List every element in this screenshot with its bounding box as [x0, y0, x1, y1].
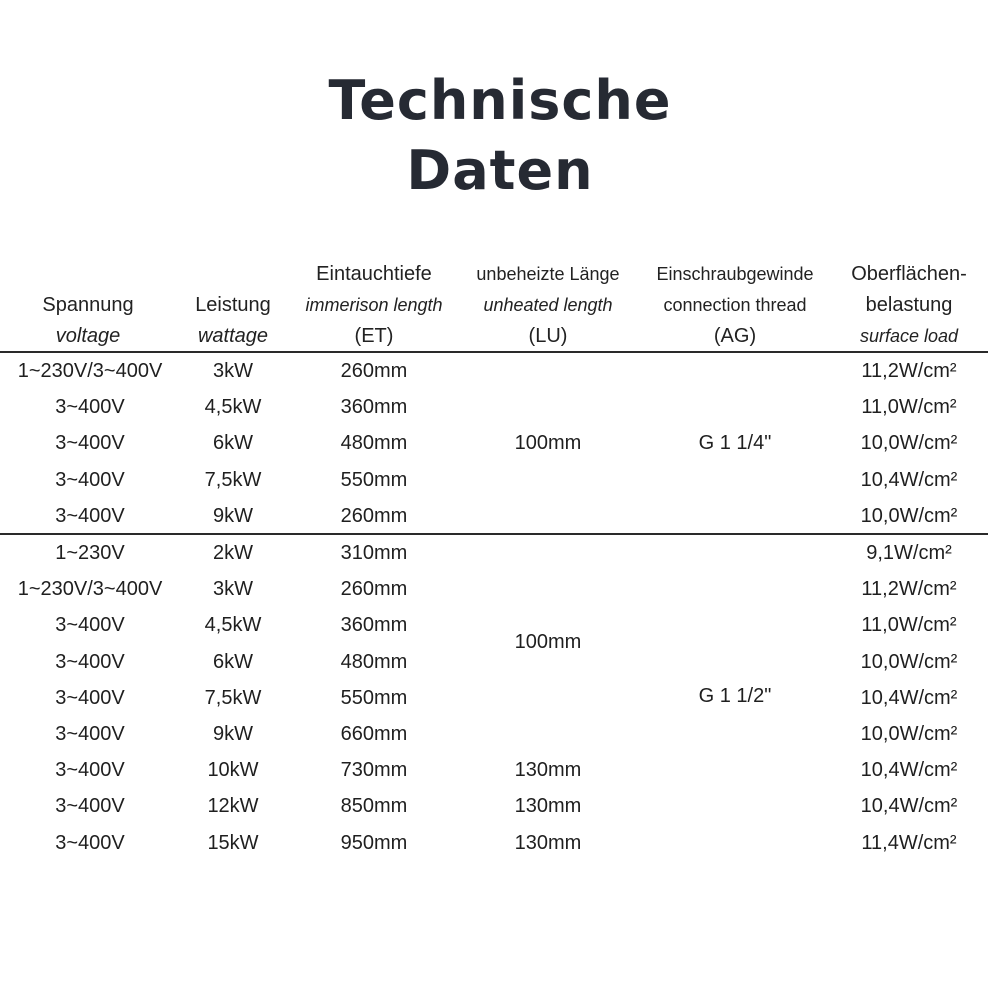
- group2-connection-thread: G 1 1/2": [698, 685, 772, 707]
- group2-row-6-unheated-length-cell: 130mm: [514, 759, 582, 782]
- group1-row-3-immersion-length-cell: 550mm: [340, 468, 408, 491]
- group2-row-6-immersion-length-cell: 730mm: [340, 759, 408, 782]
- header-wattage-de: Leistung: [195, 294, 271, 316]
- group1-row-2-immersion-length-cell: 480mm: [340, 432, 408, 455]
- group1-row-4-voltage-cell: 3~400V: [55, 504, 125, 527]
- header-load-de: Oberflächen-: [851, 263, 967, 285]
- header-load-de2: belastung: [865, 294, 953, 316]
- header-surface-load: [832, 258, 986, 352]
- group2-row-1-voltage-cell: 1~230V/3~400V: [17, 578, 163, 601]
- group2-row-8-unheated-length-cell: 130mm: [514, 831, 582, 854]
- group2-row-6-voltage-cell: 3~400V: [55, 759, 125, 782]
- group1-row-4-surface-load-cell: 10,0W/cm²: [860, 504, 958, 527]
- group2-row-5-immersion-length-cell: 660mm: [340, 723, 408, 745]
- header-immersion-abbr: (ET): [354, 325, 394, 347]
- group1-unheated-length: 100mm: [514, 432, 582, 454]
- group2-row-3-voltage-cell: 3~400V: [55, 650, 125, 673]
- group2-row-7-wattage-cell: 12kW: [207, 795, 259, 818]
- group2-row-5-wattage-cell: 9kW: [213, 723, 253, 745]
- group2-row-1-immersion-length-cell: 260mm: [340, 578, 408, 601]
- header-unheated-de: unbeheizte Länge: [476, 264, 620, 284]
- group2-row-8-surface-load-cell: 11,4W/cm²: [861, 831, 957, 854]
- group2-row-7-unheated-length-cell: 130mm: [514, 795, 582, 818]
- header-immersion-de: Eintauchtiefe: [316, 263, 432, 285]
- group2-row-3-surface-load-cell: 10,0W/cm²: [860, 650, 958, 673]
- group1-row-1-immersion-length-cell: 360mm: [340, 396, 408, 419]
- group1-row-4-wattage-cell: 9kW: [213, 504, 253, 527]
- group1-row-2-voltage-cell: 3~400V: [55, 432, 125, 455]
- group2-row-2-wattage-cell: 4,5kW: [204, 614, 262, 637]
- header-voltage-en: voltage: [55, 325, 121, 347]
- group1-row-0-surface-load-cell: 11,2W/cm²: [861, 360, 957, 382]
- group2-row-0-surface-load-cell: 9,1W/cm²: [866, 542, 952, 564]
- header-unheated-length: [462, 258, 634, 352]
- group1-row-3-voltage-cell: 3~400V: [55, 468, 125, 491]
- group2-row-0-immersion-length-cell: 310mm: [340, 542, 408, 564]
- group1-row-1-wattage-cell: 4,5kW: [204, 396, 262, 419]
- group1-row-0-immersion-length-cell: 260mm: [340, 360, 408, 382]
- group2-unheated-length: 100mm: [514, 631, 582, 653]
- header-unheated-abbr: (LU): [528, 325, 568, 347]
- group2-row-5-surface-load-cell: 10,0W/cm²: [860, 723, 958, 745]
- header-thread-abbr: (AG): [713, 325, 757, 347]
- group2-row-3-wattage-cell: 6kW: [213, 650, 253, 673]
- group1-row-2-wattage-cell: 6kW: [213, 432, 253, 455]
- group2-row-7-immersion-length-cell: 850mm: [340, 795, 408, 818]
- group2-row-0-wattage-cell: 2kW: [213, 542, 253, 564]
- header-immersion-length: [290, 258, 458, 352]
- group2-row-1-wattage-cell: 3kW: [213, 578, 253, 601]
- group2-row-6-surface-load-cell: 10,4W/cm²: [860, 759, 958, 782]
- group1-row-3-wattage-cell: 7,5kW: [204, 468, 262, 491]
- group2-row-1-surface-load-cell: 11,2W/cm²: [861, 578, 957, 601]
- header-voltage-de: Spannung: [42, 294, 134, 316]
- header-voltage: [18, 258, 158, 352]
- group1-row-4-immersion-length-cell: 260mm: [340, 504, 408, 527]
- group1-connection-thread: G 1 1/4": [698, 432, 772, 454]
- header-unheated-en: unheated length: [483, 295, 613, 315]
- header-thread-en: connection thread: [663, 295, 807, 315]
- group2-row-8-wattage-cell: 15kW: [207, 831, 259, 854]
- group2-row-2-immersion-length-cell: 360mm: [340, 614, 408, 637]
- group2-row-4-immersion-length-cell: 550mm: [340, 686, 408, 709]
- title-line-2: Daten: [406, 139, 594, 202]
- group2-row-4-wattage-cell: 7,5kW: [204, 686, 262, 709]
- group2-row-0-voltage-cell: 1~230V: [55, 542, 125, 564]
- group2-row-4-surface-load-cell: 10,4W/cm²: [860, 686, 958, 709]
- header-load-en: surface load: [859, 326, 959, 346]
- group2-row-2-voltage-cell: 3~400V: [55, 614, 125, 637]
- group1-row-0-wattage-cell: 3kW: [213, 360, 253, 382]
- group1-row-3-surface-load-cell: 10,4W/cm²: [860, 468, 958, 491]
- group2-row-7-voltage-cell: 3~400V: [55, 795, 125, 818]
- group2-row-2-surface-load-cell: 11,0W/cm²: [861, 614, 957, 637]
- header-connection-thread: [640, 258, 830, 352]
- header-wattage: [181, 258, 285, 352]
- group1-row-1-surface-load-cell: 11,0W/cm²: [861, 396, 957, 419]
- group2-row-8-immersion-length-cell: 950mm: [340, 831, 408, 854]
- page-title: [0, 66, 1000, 206]
- group1-row-1-voltage-cell: 3~400V: [55, 396, 125, 419]
- group2-row-8-voltage-cell: 3~400V: [55, 831, 125, 854]
- header-wattage-en: wattage: [197, 325, 269, 347]
- group2-row-3-immersion-length-cell: 480mm: [340, 650, 408, 673]
- group1-row-2-surface-load-cell: 10,0W/cm²: [860, 432, 958, 455]
- header-thread-de: Einschraubgewinde: [656, 264, 814, 284]
- group2-row-5-voltage-cell: 3~400V: [55, 723, 125, 745]
- group2-row-6-wattage-cell: 10kW: [207, 759, 259, 782]
- header-immersion-en: immerison length: [305, 295, 443, 315]
- group2-row-7-surface-load-cell: 10,4W/cm²: [860, 795, 958, 818]
- group2-row-4-voltage-cell: 3~400V: [55, 686, 125, 709]
- title-line-1: Technische: [328, 69, 672, 132]
- group1-row-0-voltage-cell: 1~230V/3~400V: [17, 360, 163, 382]
